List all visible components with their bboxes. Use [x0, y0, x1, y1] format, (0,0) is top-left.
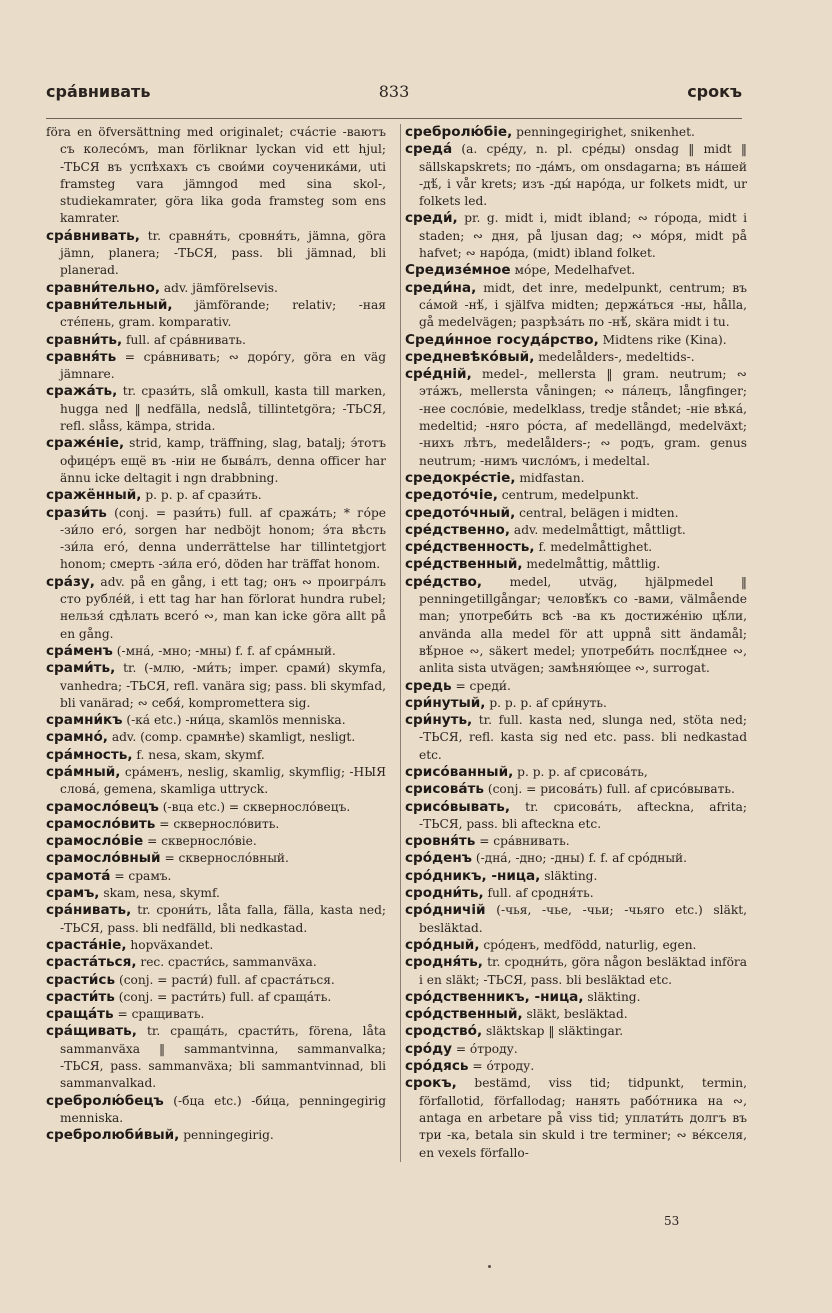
entry-headword: сребролю́біе,	[405, 124, 513, 140]
dictionary-entry	[46, 868, 386, 885]
entry-definition: (a. срéду, n. pl. срéды) onsdag ‖ midt ‖ sällskapskrets; по -да́мъ, om onsdagarna; въ нáшей -дѣ́, i vår krets; изъ -ды́ нарóда, ur folkets midt, ur folkets led.	[419, 142, 747, 209]
dictionary-entry	[46, 660, 386, 712]
entry-definition: = сращивать.	[117, 1007, 205, 1022]
dictionary-entry	[405, 522, 747, 539]
dictionary-entry	[405, 678, 747, 695]
entry-definition: adv. jämförelsevis.	[163, 280, 278, 295]
entry-definition: tr. full. kasta ned, slunga ned, stöta ned; -ТЬСЯ, refl. kasta sig ned etc. pass. bli nedkastad etc.	[419, 713, 748, 762]
dictionary-entry	[46, 1127, 386, 1144]
entry-headword: сравни́ть,	[46, 331, 123, 348]
entry-definition: срáменъ, neslig, skamlig, skymflig; -НЫЯ словá, gemena, skamliga uttryck.	[60, 764, 387, 797]
entry-definition: tr. сращáть, срасти́ть, förena, låta sammanväxa ‖ sammantvinna, sammanvalka; -ТЬСЯ, pass. sammanväxa; bli sammantvinnad, bli sammanvalkad.	[60, 1024, 387, 1091]
entry-headword: средото́чіе,	[405, 487, 498, 504]
dictionary-entry	[46, 885, 386, 902]
footer-page-number: 53	[664, 1214, 680, 1228]
dictionary-entry	[405, 262, 747, 279]
entry-definition: tr. срази́ть, slå omkull, kasta till marken, hugga ned ‖ nedfälla, nedslå, tillintetgöra; -ТЬСЯ, refl. slåss, kämpa, strida.	[60, 384, 387, 434]
dictionary-entry	[405, 280, 747, 332]
entry-headword: средото́чный,	[405, 504, 516, 521]
entry-headword: срисо́вывать,	[405, 798, 511, 815]
entry-definition: p. p. p. af сри́нуть.	[489, 695, 607, 710]
entry-headword: срамосло́вецъ	[46, 798, 159, 815]
entry-definition: medel, utväg, hjälpmedel ‖ penningetillgångar; человѣ́къ со -вами, välmående man; употреби́ть всѣ -ва къ достижéнію цѣ́ли, använda alla medel för att uppnå sitt ändamål; вѣ́рное ∾, säkert medel; употреби́ть послѣ́днее ∾, anlita sista utvägen; замѣняю́щее ∾, surrogat.	[419, 574, 748, 676]
dictionary-entry	[405, 712, 747, 764]
entry-headword: среди́на,	[405, 279, 477, 296]
dictionary-entry	[46, 574, 386, 643]
entry-headword: среди́,	[405, 210, 458, 227]
entry-headword: сро́дный,	[405, 936, 480, 953]
entry-headword: срисо́ванный,	[405, 763, 514, 780]
entry-headword: сровня́ть	[405, 833, 476, 850]
entry-headword: сра́щивать,	[46, 1023, 137, 1040]
dictionary-entry	[46, 383, 386, 435]
header-right-guideword: срокъ	[687, 82, 742, 101]
dictionary-entry	[405, 799, 747, 834]
dictionary-entry	[46, 972, 386, 989]
entry-definition: hopväxandet.	[130, 937, 214, 952]
entry-definition: full. af сродня́ть.	[487, 886, 594, 901]
entry-headword: срисова́ть	[405, 781, 484, 798]
dictionary-entry	[405, 1058, 747, 1075]
entry-definition: medel-, mellersta ‖ gram. neutrum; ∾ этáжъ, mellersta våningen; ∾ пáлецъ, långfinger; -нее сослóвіе, medelklass, tredje ståndet; -ніе вѣкá, medeltid; -няго рóста, af medellängd, medelväxt; -нихъ лѣтъ, medelålders-; ∾ родъ, gram. genus neutrum; -нимъ числóмъ, i medeltal.	[419, 367, 748, 468]
entry-headword: Среди́нное госуда́рство,	[405, 331, 599, 348]
entry-definition: adv. (comp. срамнѣе) skamligt, nesligt.	[111, 730, 356, 745]
entry-definition: = среди́.	[455, 678, 511, 693]
entry-definition: skam, nesa, skymf.	[103, 886, 220, 901]
dictionary-entry	[46, 643, 386, 660]
dictionary-entry	[405, 868, 747, 885]
entry-definition: medelålders-, medeltids-.	[538, 349, 695, 364]
entry-headword: сре́дній,	[405, 366, 472, 383]
dictionary-entry	[405, 954, 747, 989]
entry-headword: сра́зу,	[46, 573, 95, 590]
dictionary-entry	[46, 729, 386, 746]
entry-definition: jämförande; relativ; -ная стéпень, gram. komparativ.	[60, 297, 386, 330]
dictionary-entry	[405, 989, 747, 1006]
header-page-number: 833	[378, 82, 410, 101]
entry-headword: среда́	[405, 141, 453, 158]
entry-definition: rec. срасти́сь, sammanväxa.	[140, 955, 317, 970]
entry-headword: сро́денъ	[405, 850, 472, 867]
dictionary-entry	[405, 1006, 747, 1023]
dictionary-entry	[46, 747, 386, 764]
dictionary-entry	[405, 885, 747, 902]
entry-definition: = скверносло́вный.	[164, 851, 289, 866]
entry-definition: medelmåttig, måttlig.	[526, 557, 661, 572]
dictionary-entry	[405, 539, 747, 556]
dictionary-entry	[46, 954, 386, 971]
entry-definition: = срáвнивать; ∾ дорóгу, göra en väg jämnare.	[60, 349, 387, 382]
entry-definition: Midtens rike (Kina).	[602, 332, 727, 347]
entry-headword: срамосло́вный	[46, 850, 161, 867]
dictionary-entry	[46, 850, 386, 867]
entry-headword: сродни́ть,	[405, 885, 484, 902]
dictionary-entry	[405, 487, 747, 504]
entry-definition: f. nesa, skam, skymf.	[136, 747, 265, 762]
dictionary-entry	[405, 850, 747, 867]
dictionary-entry	[46, 124, 386, 228]
dictionary-entry	[405, 141, 747, 210]
entry-definition: tr. срисовáть, afteckna, afrita; -ТЬСЯ, pass. bli afteckna etc.	[419, 799, 747, 831]
entry-definition: (conj. = расти́) full. af срастáться.	[118, 972, 335, 987]
entry-headword: сро́дясь	[405, 1058, 469, 1075]
entry-headword: сродня́ть,	[405, 954, 483, 971]
entry-definition: penningegirighet, snikenhet.	[516, 125, 695, 139]
entry-headword: сро́дникъ, -ница,	[405, 867, 541, 884]
entry-headword: сраже́ніе,	[46, 435, 125, 452]
entry-headword: сра́нивать,	[46, 902, 132, 919]
entry-definition: p. p. p. af срази́ть.	[145, 488, 262, 503]
entry-definition: = срамъ.	[114, 868, 172, 883]
entry-definition: (-кá etc.) -ни́ца, skamlös menniska.	[126, 713, 346, 728]
entry-headword: сребролю́бецъ	[46, 1092, 164, 1109]
entry-headword: сро́дственникъ, -ница,	[405, 988, 584, 1005]
entry-headword: сре́дственный,	[405, 556, 523, 573]
entry-definition: = óтроду.	[472, 1059, 535, 1074]
entry-headword: срами́ть,	[46, 660, 116, 677]
entry-definition: släktskap ‖ släktingar.	[486, 1024, 624, 1039]
entry-headword: средь	[405, 677, 452, 694]
entry-headword: срамни́къ	[46, 712, 123, 729]
entry-definition: adv. medelmåttigt, måttligt.	[513, 522, 686, 537]
entry-headword: сражённый,	[46, 487, 142, 504]
dictionary-entry	[405, 366, 747, 470]
entry-definition: full. af срáвнивать.	[126, 332, 246, 347]
dictionary-entry	[405, 505, 747, 522]
dictionary-entry	[46, 937, 386, 954]
entry-definition: (conj. = расти́ть) full. af сращáть.	[118, 989, 332, 1004]
entry-headword: средокре́стіе,	[405, 469, 516, 486]
entry-definition: (-мнá, -мно; -мны) f. f. af срáмный.	[116, 643, 336, 658]
dictionary-entry	[405, 124, 747, 141]
dictionary-entry	[405, 1023, 747, 1040]
entry-headword: срокъ,	[405, 1075, 457, 1092]
dictionary-entry	[405, 574, 747, 678]
entry-definition: släkt, besläktad.	[526, 1007, 628, 1022]
entry-headword: сраста́ться,	[46, 954, 137, 971]
dictionary-entry	[405, 902, 747, 937]
left-column	[46, 124, 386, 1145]
entry-definition: (-чья, -чье, -чьи; -чьяго etc.) släkt, besläktad.	[419, 903, 747, 935]
entry-definition: centrum, medelpunkt.	[501, 488, 639, 503]
entry-headword: сра́мность,	[46, 746, 133, 763]
entry-definition: tr. (-млю, -ми́ть; imper. срами́) skymfa, vanhedra; -ТЬСЯ, refl. vanära sig; pass. bli skymfad, bli vanärad; ∾ себя́, kompromettera sig.	[60, 661, 387, 710]
entry-headword: сравня́ть	[46, 348, 117, 365]
dictionary-entry	[405, 1075, 747, 1161]
entry-definition: pr. g. midt i, midt ibland; ∾ гóрода, midt i staden; ∾ дня, på ljusan dag; ∾ мóря, midt på hafvet; ∾ нарóда, (midt) ibland folket.	[419, 211, 747, 261]
dictionary-entry	[46, 1093, 386, 1128]
header-rule	[46, 118, 742, 119]
entry-headword: сра́менъ	[46, 642, 113, 659]
entry-definition: central, belägen i midten.	[519, 505, 679, 520]
dictionary-entry	[46, 1023, 386, 1092]
entry-headword: сро́дничій	[405, 902, 486, 919]
entry-definition: strid, kamp, träffning, slag, batalj; э́тотъ офицéръ ещё въ -ніи не бывáлъ, denna officer har ännu icke deltagit i ngn drabbning.	[60, 436, 386, 485]
right-column	[400, 124, 747, 1162]
entry-headword: сраща́ть	[46, 1006, 114, 1023]
entry-headword: сре́дственность,	[405, 539, 535, 556]
dictionary-entry	[405, 349, 747, 366]
entry-headword: срамъ,	[46, 885, 100, 902]
entry-definition: (-вца etc.) = скверносло́вецъ.	[162, 799, 351, 814]
entry-headword: срамно́,	[46, 729, 108, 746]
entry-headword: сравни́тельно,	[46, 279, 161, 296]
dictionary-entry	[46, 816, 386, 833]
entry-definition: föra en öfversättning med originalet; счáстіе -вaютъ съ колесóмъ, man förliknar lyckan vid ett hjul; -ТЬСЯ въ успѣхахъ съ свои́ми соученикáми, uti framsteg vara jämngod med sina skol-, studiekamrater, göra lika goda framsteg som ens kamrater.	[46, 125, 386, 226]
dictionary-entry	[46, 712, 386, 729]
dictionary-entry	[46, 487, 386, 504]
dictionary-entry	[46, 297, 386, 332]
entry-definition: (-днá, -дно; -дны) f. f. af срóдный.	[475, 851, 688, 866]
entry-headword: сребролюби́вый,	[46, 1127, 180, 1144]
dictionary-entry	[46, 799, 386, 816]
entry-definition: срóденъ, medfödd, naturlig, egen.	[483, 937, 697, 952]
entry-definition: tr. срони́ть, låta falla, fälla, kasta ned; -ТЬСЯ, pass. bli nedfälld, bli nedkastad.	[60, 903, 386, 935]
entry-headword: срамосло́вить	[46, 815, 156, 832]
entry-definition: = скверносло́вить.	[159, 816, 280, 831]
entry-headword: срасти́ть	[46, 988, 115, 1005]
dictionary-entry	[46, 989, 386, 1006]
entry-headword: срасти́сь	[46, 971, 116, 988]
entry-definition: = скверносло́віе.	[147, 834, 257, 849]
entry-headword: сро́ду	[405, 1040, 452, 1057]
entry-definition: midt, det inre, medelpunkt, centrum; въ сáмой -нѣ́, i själfva midten; держáться -ны, hålla, gå medelvägen; разрѣзáть по -нѣ́, skära midt i tu.	[419, 280, 748, 330]
entry-headword: сравни́тельный,	[46, 296, 173, 313]
entry-definition: släkting.	[587, 989, 641, 1004]
dictionary-entry	[405, 1041, 747, 1058]
entry-definition: мóре, Medelhafvet.	[514, 263, 636, 278]
dictionary-entry	[46, 280, 386, 297]
entry-definition: tr. сродни́ть, göra någon besläktad införa i en släkt; -ТЬСЯ, pass. bli besläktad etc.	[419, 955, 747, 987]
dictionary-entry	[405, 210, 747, 262]
dictionary-entry	[46, 1006, 386, 1023]
entry-headword: срази́ть	[46, 504, 107, 521]
entry-definition: (-бца etc.) -би́ца, penningegirig menniska.	[60, 1093, 386, 1125]
entry-definition: adv. på en gång, i ett tag; онъ ∾ проигрáлъ сто рублéй, i ett tag har han förlorat hundra rubel; нельзя́ сдѣлать всегó ∾, man kan icke göra allt på en gång.	[60, 574, 386, 641]
dictionary-entry	[46, 505, 386, 574]
entry-definition: bestämd, viss tid; tidpunkt, termin, förfallotid, förfallodag; нанять рабóтника на ∾, antaga en arbetare på viss tid; уплати́ть долгъ въ три -ка, betala sin skuld i tre terminer; ∾ вéкселя, en vexels förfallo-	[419, 1076, 748, 1160]
dictionary-entry	[405, 781, 747, 798]
dictionary-entry	[405, 470, 747, 487]
dictionary-entry	[46, 332, 386, 349]
entry-headword: сри́нуть,	[405, 712, 473, 729]
entry-headword: сраста́ніе,	[46, 936, 127, 953]
entry-headword: сри́нутый,	[405, 694, 486, 711]
entry-headword: сре́дство,	[405, 573, 483, 590]
dictionary-entry	[46, 902, 386, 937]
entry-definition: släkting.	[544, 868, 598, 883]
entry-definition: = óтроду.	[455, 1041, 518, 1056]
entry-definition: penningegirig.	[183, 1128, 274, 1143]
dictionary-entry	[46, 833, 386, 850]
entry-headword: сра́мный,	[46, 763, 121, 780]
entry-headword: Средизе́мное	[405, 262, 511, 279]
dictionary-entry	[405, 695, 747, 712]
entry-headword: срамота́	[46, 867, 111, 884]
dictionary-entry	[405, 332, 747, 349]
entry-headword: сродство́,	[405, 1023, 483, 1040]
entry-headword: сража́ть,	[46, 383, 118, 400]
entry-headword: сре́дственно,	[405, 521, 511, 538]
dictionary-entry	[46, 228, 386, 280]
entry-definition: = срáвнивать.	[479, 834, 570, 849]
paper-speck	[488, 1265, 491, 1268]
dictionary-entry	[405, 764, 747, 781]
page-header	[46, 82, 742, 108]
entry-definition: p. p. p. af срисовáть,	[517, 764, 648, 779]
dictionary-entry	[46, 435, 386, 487]
entry-definition: midfastan.	[519, 470, 585, 485]
entry-headword: сра́внивать,	[46, 227, 140, 244]
entry-headword: срамосло́віе	[46, 833, 144, 850]
dictionary-entry	[405, 556, 747, 573]
dictionary-entry	[405, 937, 747, 954]
entry-definition: (conj. = рази́ть) full. af сражáть; * гóре -зи́ло егó, sorgen har nedböjt honom; э́та вѣсть -зи́ла егó, denna underrättelse har tillintetgjort honom; смерть -зи́ла егó, döden har träffat honom.	[60, 505, 387, 572]
entry-headword: сро́дственный,	[405, 1006, 523, 1023]
dictionary-entry	[405, 833, 747, 850]
entry-definition: f. medelmåttighet.	[538, 540, 653, 555]
dictionary-entry	[46, 349, 386, 384]
entry-definition: (conj. = рисовáть) full. af срисóвывать.	[487, 782, 735, 797]
header-left-guideword: сра́внивать	[46, 82, 151, 101]
entry-definition: tr. сравня́ть, сровня́ть, jämna, göra jämn, planera; -ТЬСЯ, pass. bli jämnad, bli planerad.	[60, 228, 386, 278]
dictionary-entry	[46, 764, 386, 799]
entry-headword: средневѣко́вый,	[405, 348, 535, 365]
